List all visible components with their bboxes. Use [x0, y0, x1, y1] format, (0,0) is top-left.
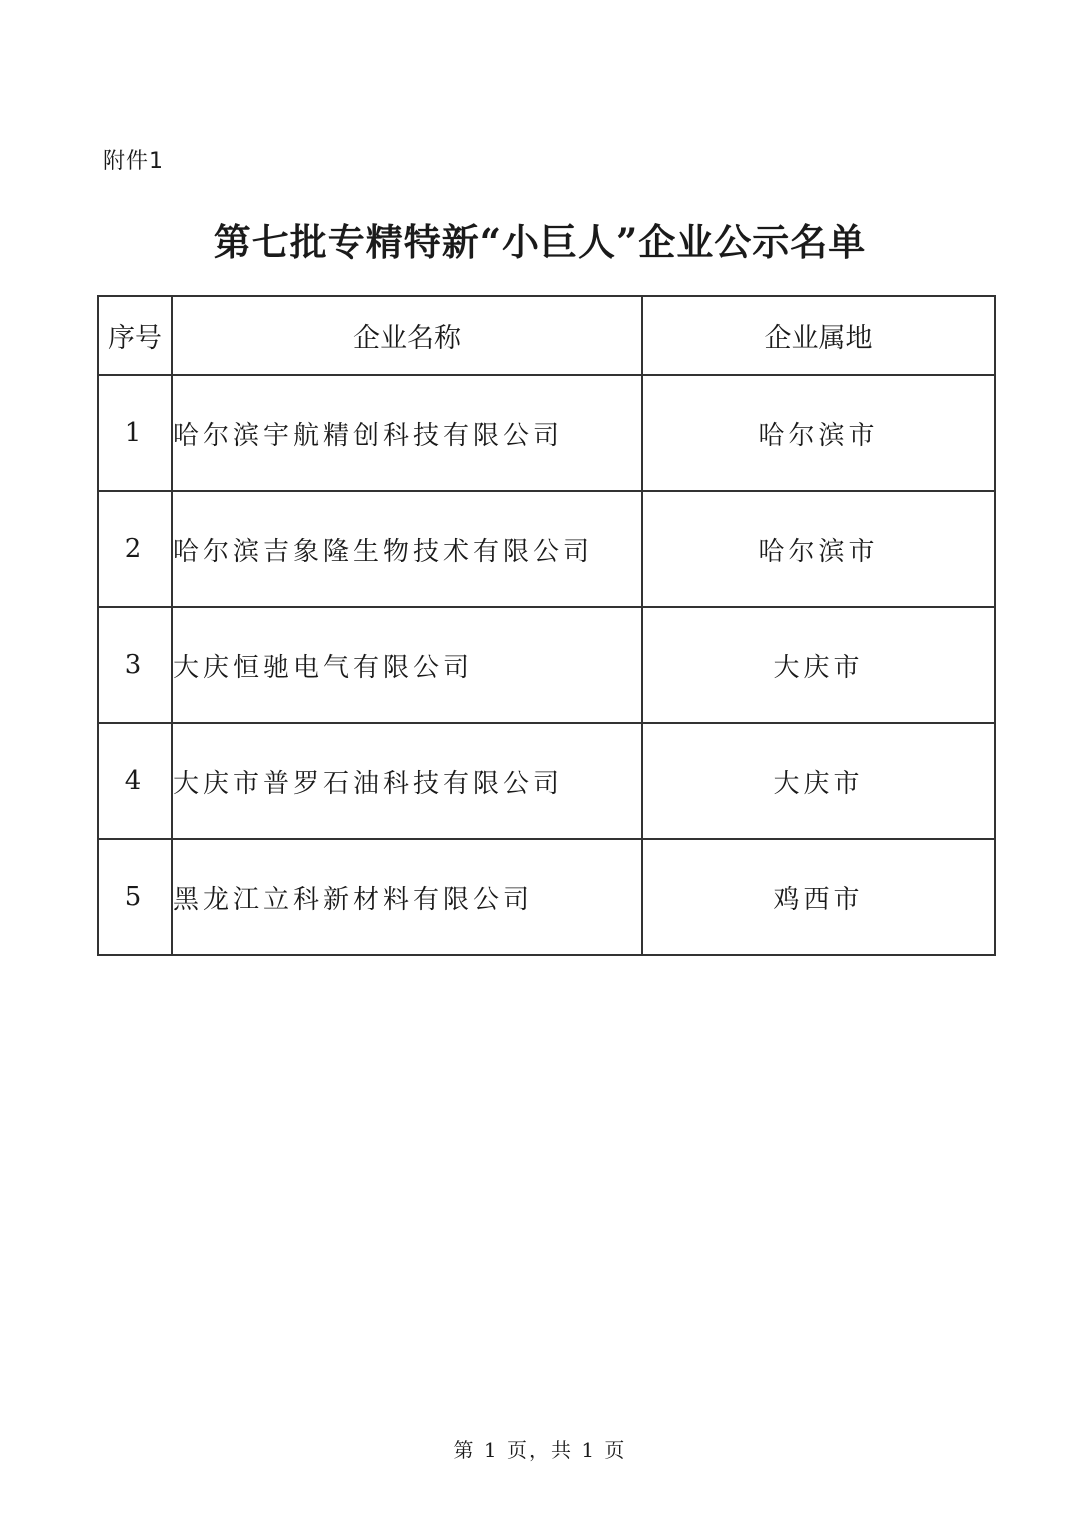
- table-row: [98, 839, 995, 955]
- attachment-label: 附件1: [103, 149, 164, 174]
- row-index: 3: [98, 607, 172, 723]
- page-number-footer: 第 1 页，共 1 页: [453, 1438, 627, 1462]
- row-location: 鸡西市: [642, 839, 995, 955]
- row-location: 哈尔滨市: [642, 491, 995, 607]
- row-company-name: 大庆恒驰电气有限公司: [172, 607, 642, 723]
- row-company-name: 哈尔滨吉象隆生物技术有限公司: [172, 491, 642, 607]
- table-row: [98, 491, 995, 607]
- row-index: 5: [98, 839, 172, 955]
- header-location: 企业属地: [642, 296, 995, 375]
- table-row: [98, 375, 995, 491]
- table-row: [98, 607, 995, 723]
- row-company-name: 大庆市普罗石油科技有限公司: [172, 723, 642, 839]
- row-index: 4: [98, 723, 172, 839]
- row-location: 大庆市: [642, 607, 995, 723]
- row-location: 哈尔滨市: [642, 375, 995, 491]
- row-index: 2: [98, 491, 172, 607]
- row-company-name: 哈尔滨宇航精创科技有限公司: [172, 375, 642, 491]
- row-index: 1: [98, 375, 172, 491]
- document-title: 第七批专精特新“小巨人”企业公示名单: [213, 220, 867, 264]
- table-row: [98, 723, 995, 839]
- header-company-name: 企业名称: [172, 296, 642, 375]
- row-location: 大庆市: [642, 723, 995, 839]
- header-index: 序号: [98, 296, 172, 375]
- table-header-row: [98, 296, 995, 375]
- row-company-name: 黑龙江立科新材料有限公司: [172, 839, 642, 955]
- company-list-table: [97, 295, 996, 956]
